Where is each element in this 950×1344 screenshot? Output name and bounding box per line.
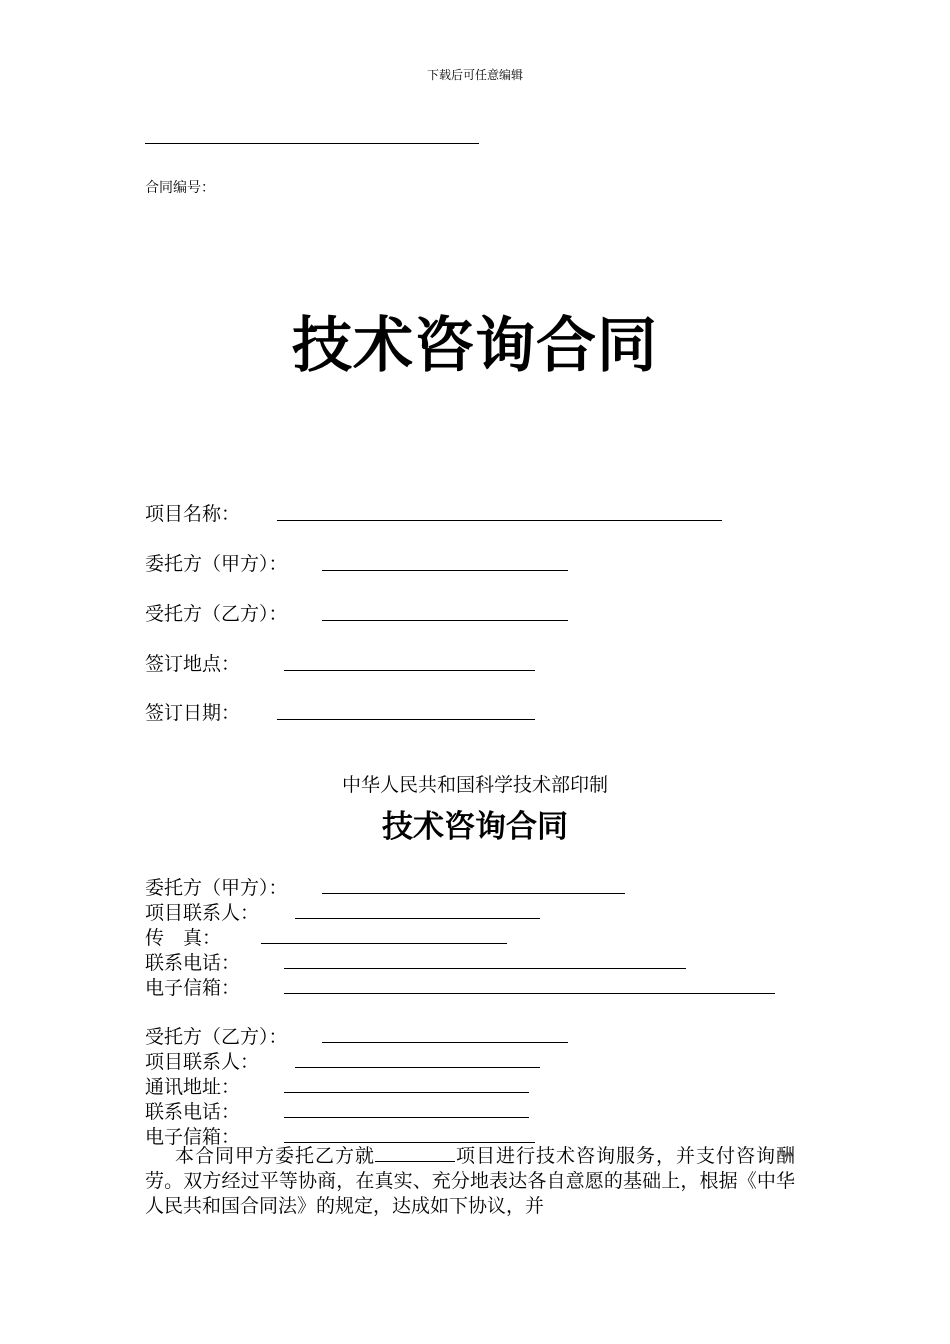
party-a-name-blank[interactable] [322, 893, 625, 894]
party-a-fax-label: 传 真： [145, 927, 222, 949]
body-title: 技术咨询合同 [382, 809, 568, 845]
party-a-contact-blank[interactable] [295, 918, 540, 919]
party-b-phone-blank[interactable] [284, 1117, 529, 1118]
party-b-name-label: 受托方（乙方）： [145, 1026, 288, 1048]
contract-number-label: 合同编号： [145, 180, 215, 196]
party-b-phone-label: 联系电话： [145, 1101, 241, 1123]
party-a-fax-blank[interactable] [261, 943, 507, 944]
party-b-contact-label: 项目联系人： [145, 1051, 260, 1073]
cover-field-party-a-blank[interactable] [322, 570, 568, 571]
party-b-name-blank[interactable] [322, 1042, 568, 1043]
cover-field-signing-date-label: 签订日期： [145, 702, 241, 724]
cover-field-party-b-blank[interactable] [322, 620, 568, 621]
cover-field-party-a-label: 委托方（甲方）： [145, 553, 288, 575]
cover-field-signing-place-label: 签订地点： [145, 653, 241, 675]
cover-field-signing-date-blank[interactable] [277, 719, 535, 720]
page-header-note: 下载后可任意编辑 [426, 68, 523, 82]
party-b-address-label: 通讯地址： [145, 1076, 241, 1098]
cover-field-project-name-blank[interactable] [277, 520, 722, 521]
cover-field-party-b-label: 受托方（乙方）： [145, 603, 288, 625]
intro-paragraph [145, 1143, 795, 1219]
party-a-name-label: 委托方（甲方）： [145, 877, 288, 899]
party-a-contact-label: 项目联系人： [145, 902, 260, 924]
cover-field-signing-place-blank[interactable] [284, 670, 535, 671]
party-a-phone-label: 联系电话： [145, 952, 241, 974]
intro-project-blank[interactable] [375, 1143, 455, 1162]
intro-text-part1: 本合同甲方委托乙方就 [175, 1145, 375, 1167]
party-b-address-blank[interactable] [284, 1092, 529, 1093]
party-b-email-label: 电子信箱： [145, 1126, 241, 1148]
intro-text-part2: 项目进行技术咨询服务，并支付咨询酬劳。双方经过平等协商，在真实、充分地表达各自意愿的基础上，根据《中华人民共和国合同法》的规定，达成如下协议，并 [145, 1145, 795, 1217]
party-a-email-label: 电子信箱： [145, 977, 241, 999]
cover-title: 技术咨询合同 [292, 311, 658, 381]
cover-field-project-name-label: 项目名称： [145, 503, 241, 525]
party-a-email-blank[interactable] [284, 993, 775, 994]
publisher-line: 中华人民共和国科学技术部印制 [341, 774, 608, 796]
party-a-phone-blank[interactable] [284, 968, 686, 969]
top-divider-line [145, 143, 479, 144]
party-b-contact-blank[interactable] [295, 1067, 540, 1068]
